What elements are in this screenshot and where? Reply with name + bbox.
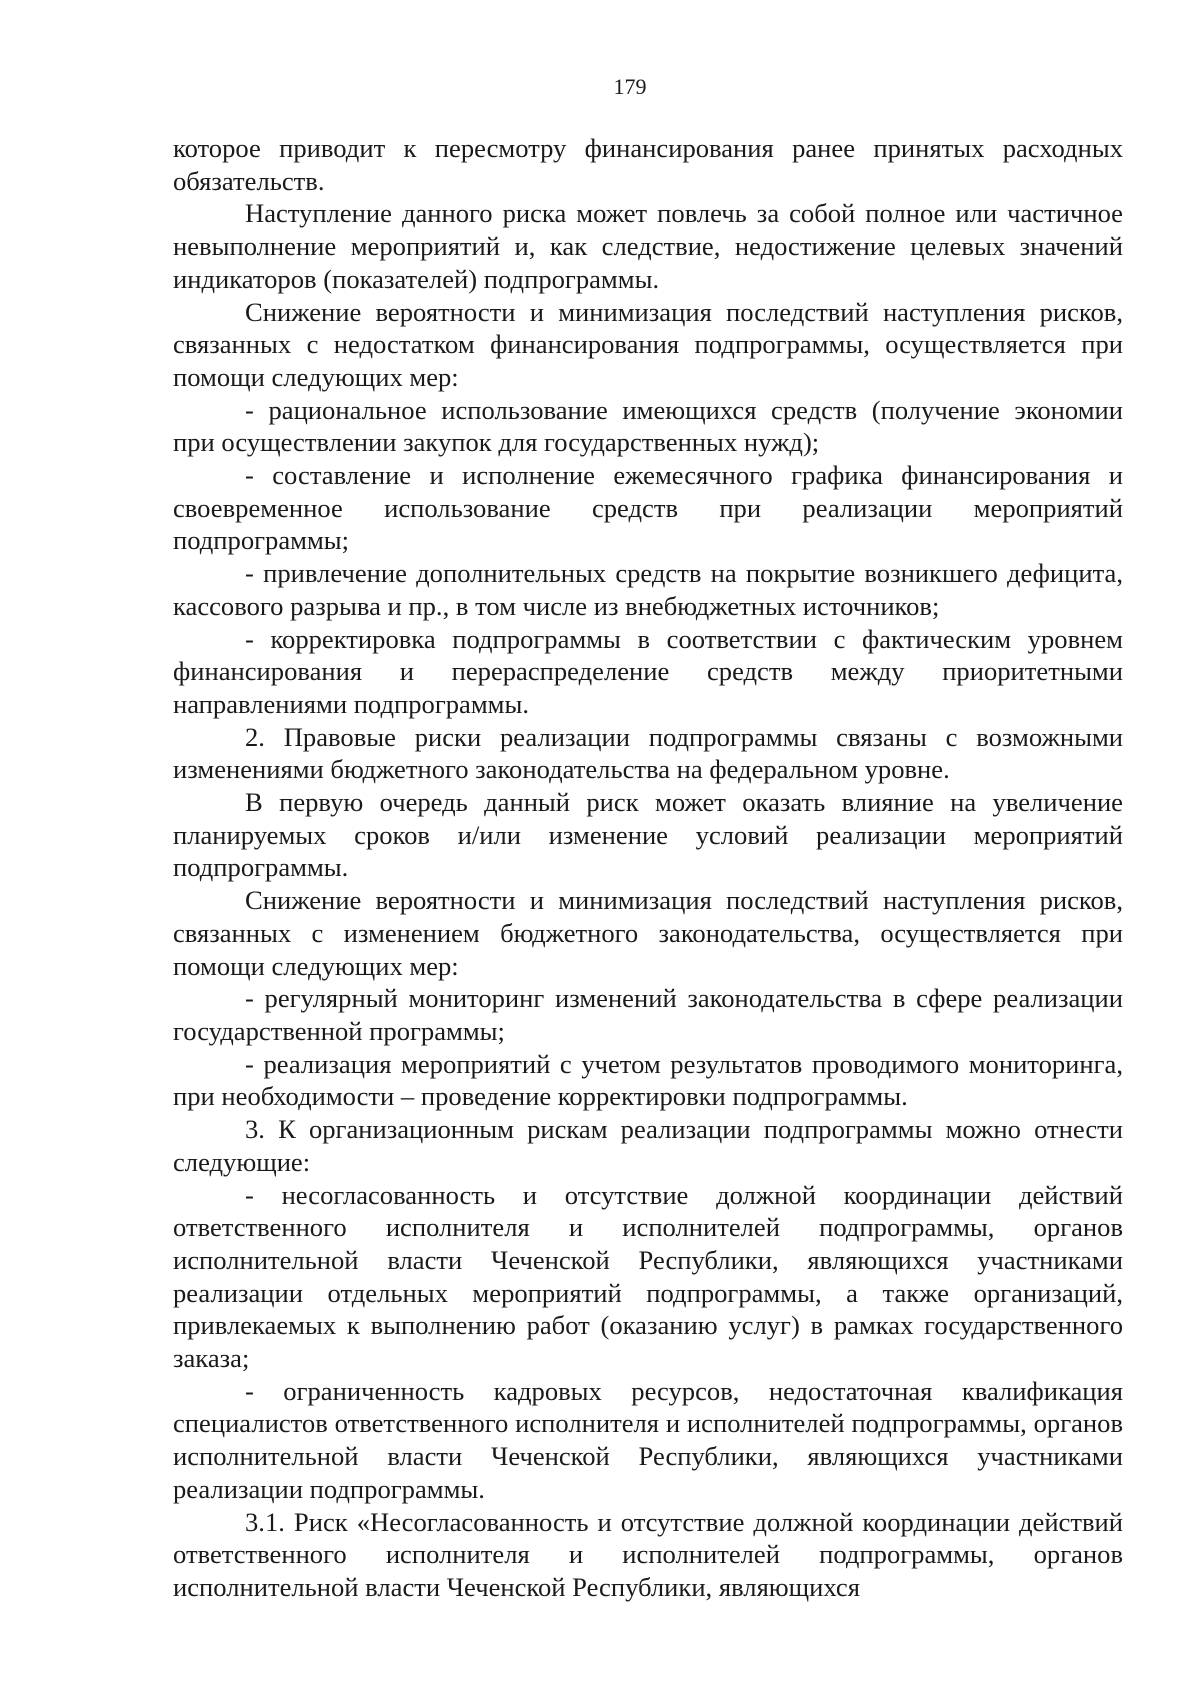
paragraph: которое приводит к пересмотру финансирования ранее принятых расходных обязательств. <box>173 133 1123 196</box>
paragraph: 2. Правовые риски реализации подпрограммы связаны с возможными изменениями бюджетного законодательства на федеральном уровне. <box>173 721 1123 785</box>
list-item: - реализация мероприятий с учетом результатов проводимого мониторинга, при необходимости – проведение корректировки подпрограммы. <box>173 1048 1123 1112</box>
paragraph: 3. К организационным рискам реализации подпрограммы можно отнести следующие: <box>173 1114 1123 1177</box>
paragraph: 3.1. Риск «Несогласованность и отсутствие должной координации действий ответственного исполнителя и исполнителей подпрограммы, органов исполнительной власти Чеченской Республики, являющихся <box>173 1506 1123 1602</box>
body-text <box>173 132 1123 1604</box>
paragraph: Снижение вероятности и минимизация последствий наступления рисков, связанных с недостатком финансирования подпрограммы, осуществляется при помощи следующих мер: <box>173 296 1123 392</box>
page-number: 179 <box>613 74 647 99</box>
list-item: - несогласованность и отсутствие должной координации действий ответственного исполнителя и исполнителей подпрограммы, органов исполнительной власти Чеченской Республики, являющихся участниками реализации отдельных мероприятий подпрограммы, а также организаций, привлекаемых к выполнению работ (оказанию услуг) в рамках государственного заказа; <box>173 1179 1123 1374</box>
list-item: - регулярный мониторинг изменений законодательства в сфере реализации государственной программы; <box>173 983 1123 1046</box>
list-item: - привлечение дополнительных средств на покрытие возникшего дефицита, кассового разрыва и пр., в том числе из внебюджетных источников; <box>173 558 1123 621</box>
paragraph: Снижение вероятности и минимизация последствий наступления рисков, связанных с изменением бюджетного законодательства, осуществляется при помощи следующих мер: <box>173 885 1123 981</box>
list-item: - рациональное использование имеющихся средств (получение экономии при осуществлении закупок для государственных нужд); <box>173 394 1123 458</box>
paragraph: Наступление данного риска может повлечь за собой полное или частичное невыполнение мероприятий и, как следствие, недостижение целевых значений индикаторов (показателей) подпрограммы. <box>173 198 1123 294</box>
list-item: - ограниченность кадровых ресурсов, недостаточная квалификация специалистов ответственного исполнителя и исполнителей подпрограммы, органов исполнительной власти Чеченской Республики, являющихся участниками реализации подпрограммы. <box>173 1375 1123 1504</box>
paragraph: В первую очередь данный риск может оказать влияние на увеличение планируемых сроков и/или изменение условий реализации мероприятий подпрограммы. <box>173 787 1123 883</box>
list-item: - корректировка подпрограммы в соответствии с фактическим уровнем финансирования и перераспределение средств между приоритетными направлениями подпрограммы. <box>173 623 1123 719</box>
list-item: - составление и исполнение ежемесячного графика финансирования и своевременное использование средств при реализации мероприятий подпрограммы; <box>173 460 1123 556</box>
